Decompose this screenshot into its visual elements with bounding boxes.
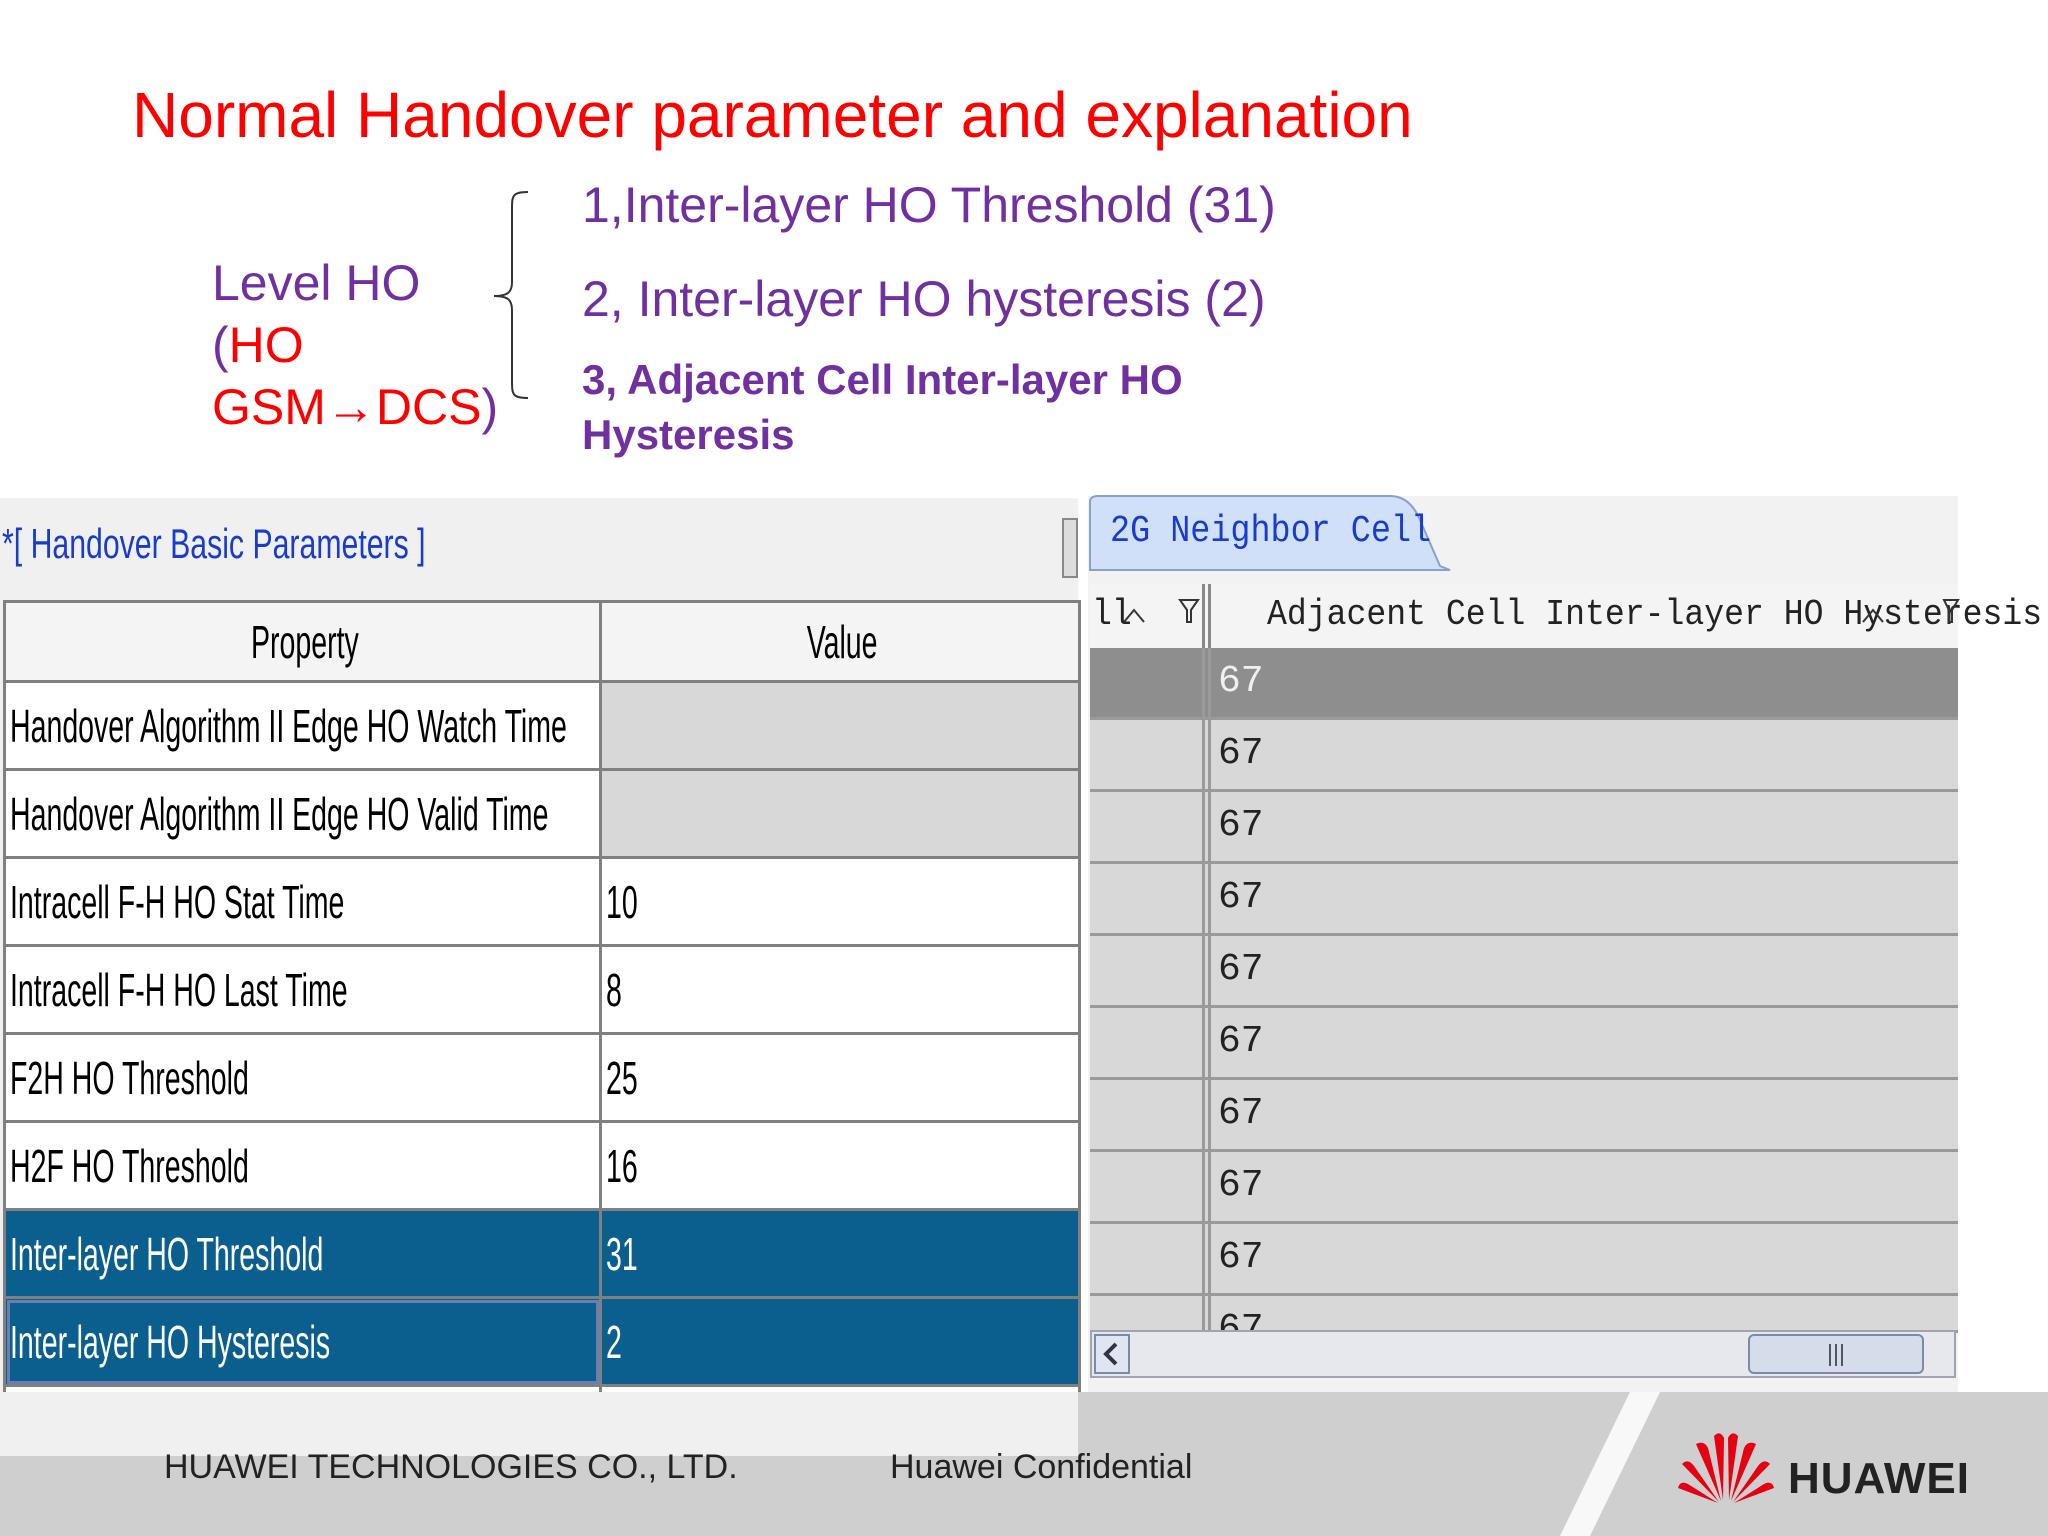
property-cell bbox=[5, 1122, 601, 1210]
hysteresis-value: 67 bbox=[1218, 732, 1264, 775]
column-header-label: Property bbox=[250, 615, 359, 668]
column-header-property[interactable] bbox=[5, 602, 601, 682]
grid-header bbox=[1090, 584, 2043, 651]
value-cell[interactable] bbox=[601, 1122, 1080, 1210]
row-cell bbox=[1208, 864, 1961, 933]
property-label: Intracell F-H HO Stat Time bbox=[10, 875, 345, 928]
col2-header-label: Adjacent Cell Inter-layer HO Hysteresis bbox=[1267, 594, 2043, 635]
property-label: H2F HO Threshold bbox=[10, 1139, 249, 1192]
grid-header-col2[interactable] bbox=[1208, 584, 2043, 648]
value-cell[interactable] bbox=[601, 1210, 1080, 1298]
grid-row[interactable] bbox=[1090, 792, 1958, 864]
row-cell bbox=[1090, 1008, 1205, 1077]
hysteresis-value: 67 bbox=[1218, 1236, 1264, 1279]
column-header-label: Value bbox=[806, 615, 878, 668]
huawei-logo-icon bbox=[1676, 1430, 1776, 1504]
footer-divider-stripe bbox=[1560, 1392, 1680, 1536]
property-cell bbox=[5, 682, 601, 770]
row-cell bbox=[1090, 720, 1205, 789]
row-cell bbox=[1208, 936, 1961, 1005]
grid-row[interactable] bbox=[1090, 936, 1958, 1008]
row-cell bbox=[1090, 792, 1205, 861]
neighbor-cell-panel bbox=[1088, 496, 2043, 1406]
horizontal-scrollbar[interactable] bbox=[1090, 1330, 1956, 1378]
filter-icon[interactable] bbox=[1178, 598, 1200, 624]
row-cell bbox=[1090, 1152, 1205, 1221]
sort-ascending-icon bbox=[1122, 606, 1146, 624]
table-row[interactable] bbox=[5, 1034, 1080, 1122]
panel-overlap-strip bbox=[0, 1392, 1078, 1456]
value-cell[interactable] bbox=[601, 1034, 1080, 1122]
value-cell[interactable] bbox=[601, 946, 1080, 1034]
property-label: Inter-layer HO Hysteresis bbox=[10, 1315, 331, 1368]
property-label: F2H HO Threshold bbox=[10, 1051, 249, 1104]
footer-confidential: Huawei Confidential bbox=[890, 1448, 1193, 1486]
explanation-item-1: 1,Inter-layer HO Threshold (31) bbox=[582, 177, 1276, 233]
property-label: Inter-layer HO Threshold bbox=[10, 1227, 324, 1280]
property-cell bbox=[5, 946, 601, 1034]
property-cell bbox=[5, 770, 601, 858]
row-cell bbox=[1208, 1152, 1961, 1221]
gsm-dcs-text: GSM→DCS bbox=[212, 379, 482, 435]
table-row-selected[interactable] bbox=[5, 1210, 1080, 1298]
table-row[interactable] bbox=[5, 858, 1080, 946]
value-text: 16 bbox=[606, 1139, 638, 1192]
value-text: 31 bbox=[606, 1227, 638, 1280]
value-cell[interactable] bbox=[601, 770, 1080, 858]
ho-text: HO bbox=[228, 317, 304, 373]
level-ho-label bbox=[212, 252, 498, 438]
sort-ascending-icon bbox=[1861, 606, 1885, 624]
hysteresis-value: 67 bbox=[1218, 660, 1264, 703]
table-row[interactable] bbox=[5, 770, 1080, 858]
table-row[interactable] bbox=[5, 946, 1080, 1034]
level-ho-paren-line bbox=[212, 314, 498, 376]
grid-header-col1[interactable] bbox=[1090, 584, 1205, 648]
panel-title: *[ Handover Basic Parameters ] bbox=[2, 520, 426, 567]
huawei-logo-text: HUAWEI bbox=[1788, 1454, 1970, 1503]
row-cell bbox=[1090, 864, 1205, 933]
filter-icon[interactable] bbox=[1942, 598, 1958, 624]
value-text: 8 bbox=[606, 963, 622, 1016]
hysteresis-value: 67 bbox=[1218, 1164, 1264, 1207]
handover-basic-parameters-panel bbox=[0, 498, 1078, 1456]
table-header-row bbox=[5, 602, 1080, 682]
value-cell[interactable] bbox=[601, 1298, 1080, 1386]
chevron-left-icon bbox=[1096, 1336, 1128, 1372]
scroll-left-button[interactable] bbox=[1094, 1334, 1130, 1374]
value-cell[interactable] bbox=[601, 858, 1080, 946]
row-cell bbox=[1090, 1080, 1205, 1149]
paren-close: ) bbox=[481, 379, 499, 435]
scrollbar-thumb[interactable] bbox=[1748, 1334, 1924, 1374]
property-cell bbox=[5, 1210, 601, 1298]
grid-row[interactable] bbox=[1090, 1008, 1958, 1080]
grid-row[interactable] bbox=[1090, 864, 1958, 936]
property-label: Handover Algorithm II Edge HO Watch Time bbox=[10, 699, 567, 752]
grid-row-selected[interactable] bbox=[1090, 648, 1958, 720]
grid-row[interactable] bbox=[1090, 1152, 1958, 1224]
hysteresis-value: 67 bbox=[1218, 804, 1264, 847]
row-cell bbox=[1208, 1224, 1961, 1293]
row-cell bbox=[1208, 648, 1961, 717]
curly-brace-icon bbox=[490, 190, 530, 400]
row-cell bbox=[1208, 1080, 1961, 1149]
panel-header bbox=[0, 498, 1078, 600]
property-table bbox=[3, 600, 1081, 1475]
explanation-item-2: 2, Inter-layer HO hysteresis (2) bbox=[582, 271, 1266, 327]
row-cell bbox=[1208, 720, 1961, 789]
grip-icon bbox=[1750, 1336, 1922, 1372]
grid-row[interactable] bbox=[1090, 720, 1958, 792]
footer-company: HUAWEI TECHNOLOGIES CO., LTD. bbox=[164, 1448, 738, 1486]
hysteresis-value: 67 bbox=[1218, 1092, 1264, 1135]
col1-header-label: ll bbox=[1092, 594, 1132, 635]
tab-2g-neighbor-cell[interactable]: 2G Neighbor Cell bbox=[1110, 510, 1432, 553]
slide-title: Normal Handover parameter and explanation bbox=[132, 79, 1413, 151]
row-cell bbox=[1090, 936, 1205, 1005]
property-cell bbox=[5, 858, 601, 946]
property-label: Handover Algorithm II Edge HO Valid Time bbox=[10, 787, 549, 840]
row-cell bbox=[1208, 792, 1961, 861]
property-cell bbox=[5, 1298, 601, 1386]
hysteresis-value: 67 bbox=[1218, 876, 1264, 919]
gsm-dcs-line bbox=[212, 376, 498, 438]
value-text: 25 bbox=[606, 1051, 638, 1104]
toolbar-edge-button[interactable] bbox=[1062, 518, 1078, 578]
paren-open: ( bbox=[212, 317, 229, 373]
level-ho-line: Level HO bbox=[212, 255, 421, 311]
property-cell bbox=[5, 1034, 601, 1122]
explanation-item-3: 3, Adjacent Cell Inter-layer HO Hysteresis bbox=[582, 356, 1183, 458]
grid-row[interactable] bbox=[1090, 1224, 1958, 1296]
hysteresis-value: 67 bbox=[1218, 1020, 1264, 1063]
hysteresis-value: 67 bbox=[1218, 948, 1264, 991]
grid-row[interactable] bbox=[1090, 1080, 1958, 1152]
value-text: 2 bbox=[606, 1315, 622, 1368]
row-cell bbox=[1090, 1224, 1205, 1293]
grid-row[interactable] bbox=[1090, 1296, 1958, 1333]
row-cell bbox=[1090, 648, 1205, 717]
table-row-selected[interactable] bbox=[5, 1298, 1080, 1386]
value-cell[interactable] bbox=[601, 682, 1080, 770]
table-row[interactable] bbox=[5, 682, 1080, 770]
row-cell bbox=[1208, 1008, 1961, 1077]
table-row[interactable] bbox=[5, 1122, 1080, 1210]
column-header-value[interactable] bbox=[601, 602, 1080, 682]
value-text: 10 bbox=[606, 875, 638, 928]
property-label: Intracell F-H HO Last Time bbox=[10, 963, 348, 1016]
